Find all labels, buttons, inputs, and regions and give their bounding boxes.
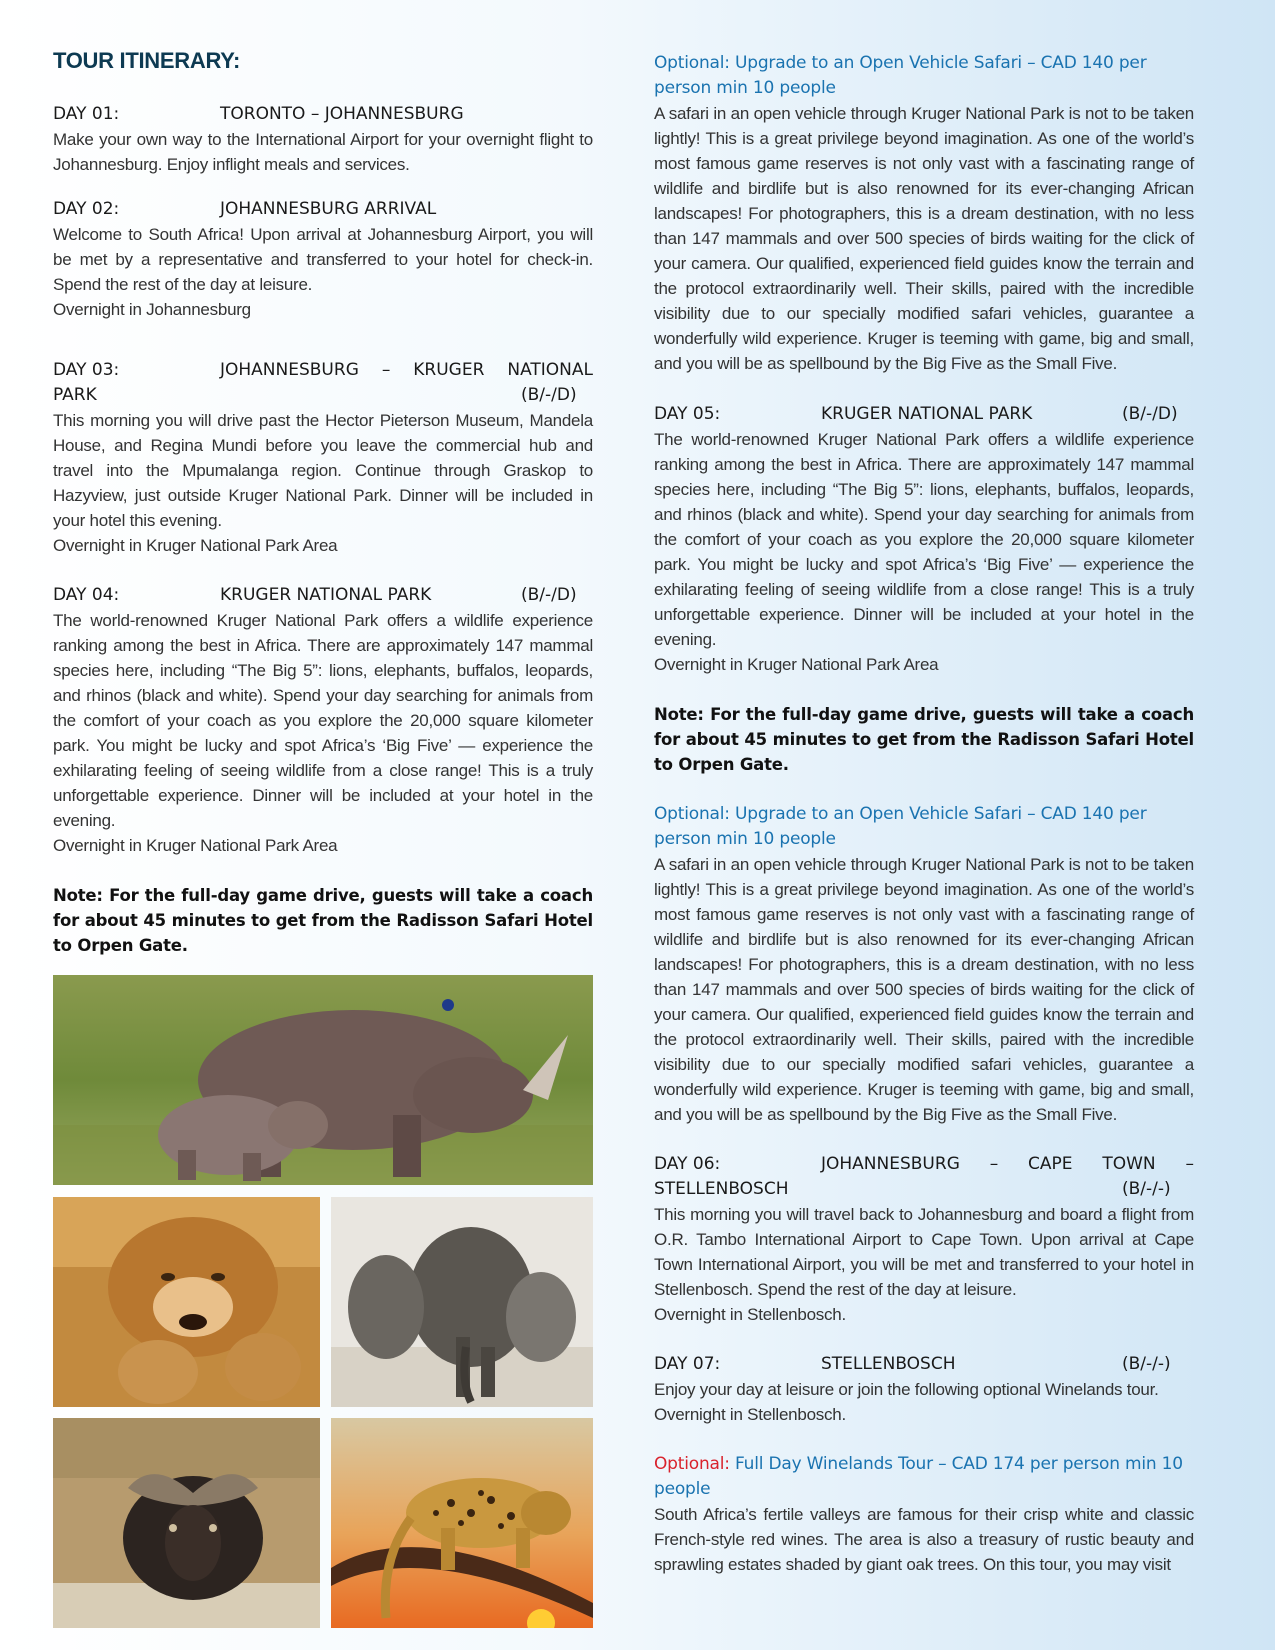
day-07-description: Enjoy your day at leisure or join the following optional Winelands tour. xyxy=(654,1380,1159,1399)
day-title-part: JOHANNESBURG xyxy=(220,360,359,380)
lion-photo xyxy=(53,1197,320,1407)
day-title-part: – xyxy=(381,360,391,380)
day-03-section xyxy=(53,358,593,558)
day-title xyxy=(220,358,593,383)
day-title-part: TOWN xyxy=(1102,1154,1156,1174)
page-title: TOUR ITINERARY: xyxy=(53,48,240,73)
optional-label: Optional: xyxy=(654,1454,730,1474)
day-title-part: NATIONAL xyxy=(507,360,593,380)
day-06-overnight: Overnight in Stellenbosch. xyxy=(654,1305,846,1324)
day-01-header xyxy=(53,102,593,127)
optional-safari-section-1 xyxy=(654,51,1194,376)
day-04-header xyxy=(53,583,593,608)
day-06-header xyxy=(654,1152,1194,1202)
note-text: Note: For the full-day game drive, guests will take a coach for about 45 minutes to get from the Radisson Safari Hotel to Orpen Gate. xyxy=(654,705,1194,774)
day-number: DAY 02: xyxy=(53,199,120,219)
day-number: DAY 01: xyxy=(53,104,120,124)
day-02-description: Welcome to South Africa! Upon arrival at Johannesburg Airport, you will be met by a representative and transferred to your hotel for check-in. Spend the rest of the day at leisure. xyxy=(53,225,593,294)
game-drive-note-2 xyxy=(654,702,1194,777)
day-02-section xyxy=(53,197,593,322)
buffalo-photo xyxy=(53,1418,320,1628)
day-number: DAY 07: xyxy=(654,1354,721,1374)
day-02-overnight: Overnight in Johannesburg xyxy=(53,300,251,319)
day-07-overnight: Overnight in Stellenbosch. xyxy=(654,1405,846,1424)
day-01-description: Make your own way to the International Airport for your overnight flight to Johannesburg. Enjoy inflight meals and services. xyxy=(53,130,593,174)
day-title xyxy=(821,1152,1194,1177)
winelands-heading-text: Full Day Winelands Tour – CAD 174 per person min 10 people xyxy=(654,1454,1183,1499)
day-04-overnight: Overnight in Kruger National Park Area xyxy=(53,836,338,855)
elephant-photo xyxy=(331,1197,593,1407)
day-03-overnight: Overnight in Kruger National Park Area xyxy=(53,536,338,555)
optional-safari-description: A safari in an open vehicle through Kruger National Park is not to be taken lightly! This is a great privilege beyond imagination. As one of the world’s most famous game reserves is not only vast with a fascinating range of wildlife and birdlife but is also renowned for its ever-changing African landscapes! For photographers, this is a dream destination, with no less than 147 mammals and over 500 species of birds waiting for the click of your camera. Our qualified, experienced field guides know the terrain and the protocol extraordinarily well. Their skills, paired with the incredible visibility due to our specially modified safari vehicles, guarantee a wonderfully wild experience. Kruger is teeming with game, big and small, and you will be as spellbound by the Big Five as the Small Five. xyxy=(654,855,1194,1124)
day-title: JOHANNESBURG ARRIVAL xyxy=(220,199,437,219)
day-01-section xyxy=(53,102,593,177)
day-05-section xyxy=(654,402,1194,677)
day-number: DAY 04: xyxy=(53,585,120,605)
day-title: KRUGER NATIONAL PARK xyxy=(821,404,1033,424)
day-03-header xyxy=(53,358,593,408)
day-title-part: JOHANNESBURG xyxy=(821,1154,960,1174)
day-title-part: CAPE xyxy=(1028,1154,1073,1174)
day-number: DAY 03: xyxy=(53,360,120,380)
leopard-photo xyxy=(331,1418,593,1628)
day-03-description: This morning you will drive past the Hector Pieterson Museum, Mandela House, and Regina Mundi before you leave the commercial hub and travel into the Mpumalanga region. Continue through Graskop to Hazyview, just outside Kruger National Park. Dinner will be included in your hotel this evening. xyxy=(53,411,593,530)
optional-safari-heading: Optional: Upgrade to an Open Vehicle Safari – CAD 140 per person min 10 people xyxy=(654,53,1147,98)
meals-code: (B/-/D) xyxy=(521,585,577,605)
day-title-part: – xyxy=(1185,1154,1194,1174)
day-05-header xyxy=(654,402,1194,427)
day-number: DAY 05: xyxy=(654,404,721,424)
day-07-header xyxy=(654,1352,1194,1377)
day-title: TORONTO – JOHANNESBURG xyxy=(220,104,464,124)
optional-safari-description: A safari in an open vehicle through Kruger National Park is not to be taken lightly! This is a great privilege beyond imagination. As one of the world’s most famous game reserves is not only vast with a fascinating range of wildlife and birdlife but is also renowned for its ever-changing African landscapes! For photographers, this is a dream destination, with no less than 147 mammals and over 500 species of birds waiting for the click of your camera. Our qualified, experienced field guides know the terrain and the protocol extraordinarily well. Their skills, paired with the incredible visibility due to our specially modified safari vehicles, guarantee a wonderfully wild experience. Kruger is teeming with game, big and small, and you will be as spellbound by the Big Five as the Small Five. xyxy=(654,104,1194,373)
day-02-header xyxy=(53,197,593,222)
day-07-section xyxy=(654,1352,1194,1427)
day-05-overnight: Overnight in Kruger National Park Area xyxy=(654,655,939,674)
day-title-part: – xyxy=(989,1154,999,1174)
optional-winelands-heading xyxy=(654,1452,1194,1502)
optional-winelands-description: South Africa’s fertile valleys are famous for their crisp white and classic French-style red wines. The area is also a treasury of rustic beauty and sprawling estates shaded by giant oak trees. On this tour, you may visit xyxy=(654,1505,1194,1574)
day-04-description: The world-renowned Kruger National Park offers a wildlife experience ranking among the best in Africa. There are approximately 147 mammal species here, including “The Big 5”: lions, elephants, buffalos, leopards, and rhinos (black and white). Spend your day searching for animals from the comfort of your coach as you explore the 20,000 square kilometer park. You might be lucky and spot Africa’s ‘Big Five’ — experience the exhilarating feeling of seeing wildlife from a close range! This is a truly unforgettable experience. Dinner will be included at your hotel in the evening. xyxy=(53,611,593,830)
optional-safari-heading: Optional: Upgrade to an Open Vehicle Safari – CAD 140 per person min 10 people xyxy=(654,804,1147,849)
day-title-line2: STELLENBOSCH xyxy=(654,1179,789,1199)
day-title: STELLENBOSCH xyxy=(821,1354,956,1374)
optional-winelands-section xyxy=(654,1452,1194,1577)
day-title-part: KRUGER xyxy=(413,360,485,380)
rhino-photo xyxy=(53,975,593,1185)
day-title-line2: PARK xyxy=(53,385,97,405)
day-number: DAY 06: xyxy=(654,1154,721,1174)
day-title: KRUGER NATIONAL PARK xyxy=(220,585,432,605)
meals-code: (B/-/-) xyxy=(1122,1179,1171,1199)
day-06-description: This morning you will travel back to Johannesburg and board a flight from O.R. Tambo International Airport to Cape Town. Upon arrival at Cape Town International Airport, you will be met and transferred to your hotel in Stellenbosch. Spend the rest of the day at leisure. xyxy=(654,1205,1194,1299)
meals-code: (B/-/-) xyxy=(1122,1354,1171,1374)
day-06-section xyxy=(654,1152,1194,1327)
meals-code: (B/-/D) xyxy=(521,385,577,405)
day-04-section xyxy=(53,583,593,858)
optional-safari-section-2 xyxy=(654,802,1194,1127)
note-text: Note: For the full-day game drive, guests will take a coach for about 45 minutes to get from the Radisson Safari Hotel to Orpen Gate. xyxy=(53,886,593,955)
day-05-description: The world-renowned Kruger National Park offers a wildlife experience ranking among the best in Africa. There are approximately 147 mammal species here, including “The Big 5”: lions, elephants, buffalos, leopards, and rhinos (black and white). Spend your day searching for animals from the comfort of your coach as you explore the 20,000 square kilometer park. You might be lucky and spot Africa’s ‘Big Five’ — experience the exhilarating feeling of seeing wildlife from a close range! This is a truly unforgettable experience. Dinner will be included at your hotel in the evening. xyxy=(654,430,1194,649)
meals-code: (B/-/D) xyxy=(1122,404,1178,424)
game-drive-note xyxy=(53,883,593,958)
